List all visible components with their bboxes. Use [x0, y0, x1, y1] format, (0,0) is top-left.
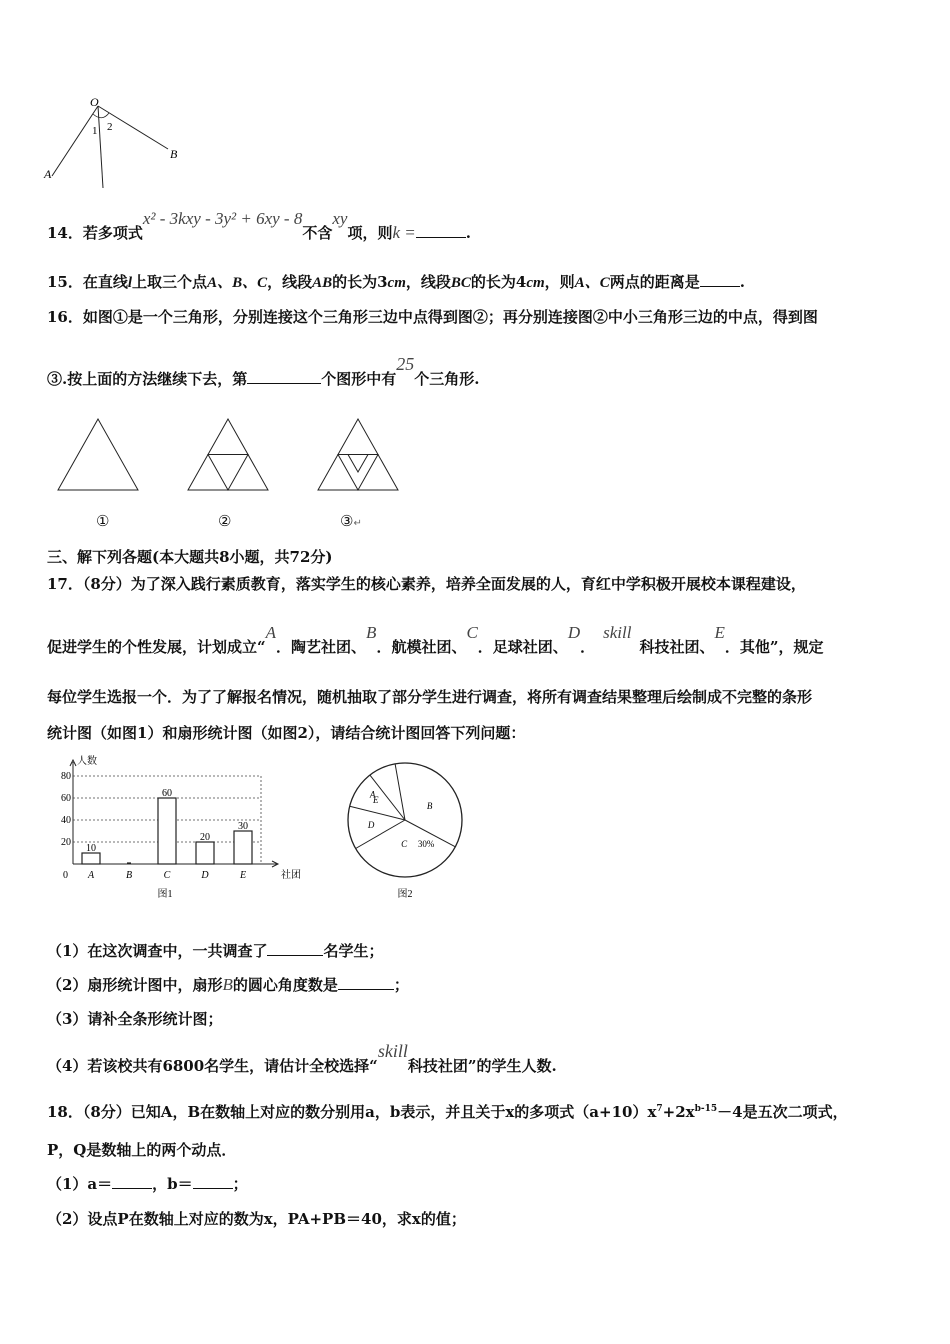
question-17-sub4: （4）若该校共有6800名学生，请估计全校选择“skill科技社团”的学生人数. — [47, 1041, 557, 1075]
x-tick-label: D — [201, 870, 209, 881]
question-18-sub1: （1）a＝ ，b＝ ； — [47, 1175, 248, 1193]
x-tick-label: B — [125, 870, 133, 881]
bar-d — [196, 842, 214, 864]
question-15: 15．在直线l上取三个点A、B、C，线段AB的长为3cm，线段BC的长为4cm，则A、C两点的距离是 . — [47, 273, 745, 291]
y-tick-label: 60 — [61, 793, 71, 804]
fig-label-1: ① — [96, 514, 110, 530]
x-tick-label: C — [163, 870, 171, 881]
slice-label-c: C — [401, 838, 408, 849]
question-17-line2: 促进学生的个性发展，计划成立“A．陶艺社团、B．航模社团、C．足球社团、D．skill科技社团、E．其他”，规定 — [47, 623, 824, 656]
y-tick-label: 40 — [61, 815, 71, 826]
y-axis-label: 人数 — [77, 756, 97, 767]
k-equals: k = — [392, 223, 416, 242]
answer-blank — [416, 223, 466, 238]
section-heading: 三、解下列各题(本大题共8小题，共72分) — [47, 548, 333, 566]
question-18-sub2: （2）设点P在数轴上对应的数为x，PA+PB＝40，求x的值； — [47, 1210, 466, 1228]
triangle-count: 25 — [396, 354, 415, 374]
question-17-line3: 每位学生选报一个．为了了解报名情况，随机抽取了部分学生进行调查，将所有调查结果整理后绘制成不完整的条形 — [47, 688, 813, 706]
x-tick-label: E — [239, 870, 247, 881]
pie-chart — [340, 752, 470, 902]
slice-percent-c: 30% — [417, 838, 435, 849]
question-16-line2: ③.按上面的方法继续下去，第 个图形中有25个三角形. — [47, 354, 480, 388]
fig-label-2: ② — [218, 514, 232, 530]
question-17-line4: 统计图（如图1）和扇形统计图（如图2），请结合统计图回答下列问题： — [47, 724, 526, 742]
answer-blank — [700, 272, 740, 287]
label-1: 1 — [92, 125, 98, 137]
y-tick-label: 20 — [61, 837, 71, 848]
angle-figure — [40, 92, 200, 192]
data-label-d: 20 — [200, 832, 210, 843]
bar-c — [158, 798, 176, 864]
angle-arc — [93, 113, 109, 118]
bar-chart — [45, 752, 315, 902]
question-14: 14．若多项式x² - 3kxy - 3y² + 6xy - 8不含xy项，则k = . — [47, 209, 471, 242]
data-label-e: 30 — [238, 821, 248, 832]
x-axis-label: 社团 — [281, 870, 301, 881]
data-label-c: 60 — [162, 788, 172, 799]
x-tick-label: A — [87, 870, 95, 881]
answer-blank — [193, 1174, 233, 1189]
term-xy: xy — [332, 209, 348, 228]
ray-oa — [52, 106, 98, 176]
chart-caption: 图2 — [397, 889, 413, 900]
bar-e — [234, 831, 252, 864]
triangle-figures — [50, 415, 410, 495]
answer-blank — [338, 975, 394, 990]
answer-blank — [247, 369, 321, 384]
triangle-2 — [188, 419, 268, 490]
question-17-sub2: （2）扇形统计图中，扇形B的圆心角度数是 ； — [47, 975, 409, 994]
origin-label: 0 — [63, 870, 68, 881]
triangle-3 — [318, 419, 398, 490]
label-o: O — [90, 95, 99, 109]
question-17-sub3: （3）请补全条形统计图； — [47, 1010, 223, 1028]
answer-blank — [112, 1174, 152, 1189]
chart-caption: 图1 — [157, 889, 173, 900]
data-label-a: 10 — [86, 843, 96, 854]
question-16-line1: 16．如图①是一个三角形，分别连接这个三角形三边中点得到图②；再分别连接图②中小三角形三边的中点，得到图 — [47, 308, 818, 326]
ray-oc — [98, 106, 103, 188]
slice-label-b: B — [426, 800, 433, 811]
slice-label-d: D — [367, 819, 375, 830]
label-2: 2 — [107, 121, 113, 133]
question-17-sub1: （1）在这次调查中，一共调查了 名学生； — [47, 942, 384, 960]
slice-label-e: E — [372, 795, 379, 806]
label-b: B — [170, 147, 178, 161]
label-a: A — [44, 167, 52, 181]
slice-label-a: A — [369, 789, 376, 800]
question-17-line1: 17．（8分）为了深入践行素质教育，落实学生的核心素养，培养全面发展的人，育红中学积极开展校本课程建设， — [47, 575, 806, 593]
answer-blank — [267, 941, 323, 956]
bar-a — [82, 853, 100, 864]
question-18-line2: P，Q是数轴上的两个动点． — [47, 1141, 237, 1159]
y-tick-label: 80 — [61, 771, 71, 782]
polynomial: x² - 3kxy - 3y² + 6xy - 8 — [142, 209, 303, 228]
triangle-1 — [58, 419, 138, 490]
question-18-line1: 18．（8分）已知A，B在数轴上对应的数分别用a，b表示，并且关于x的多项式$(a+10)x^7+2x^{b-15}-4$是五次二项式， — [47, 1103, 848, 1121]
fig-label-3: ③↵ — [340, 514, 362, 530]
